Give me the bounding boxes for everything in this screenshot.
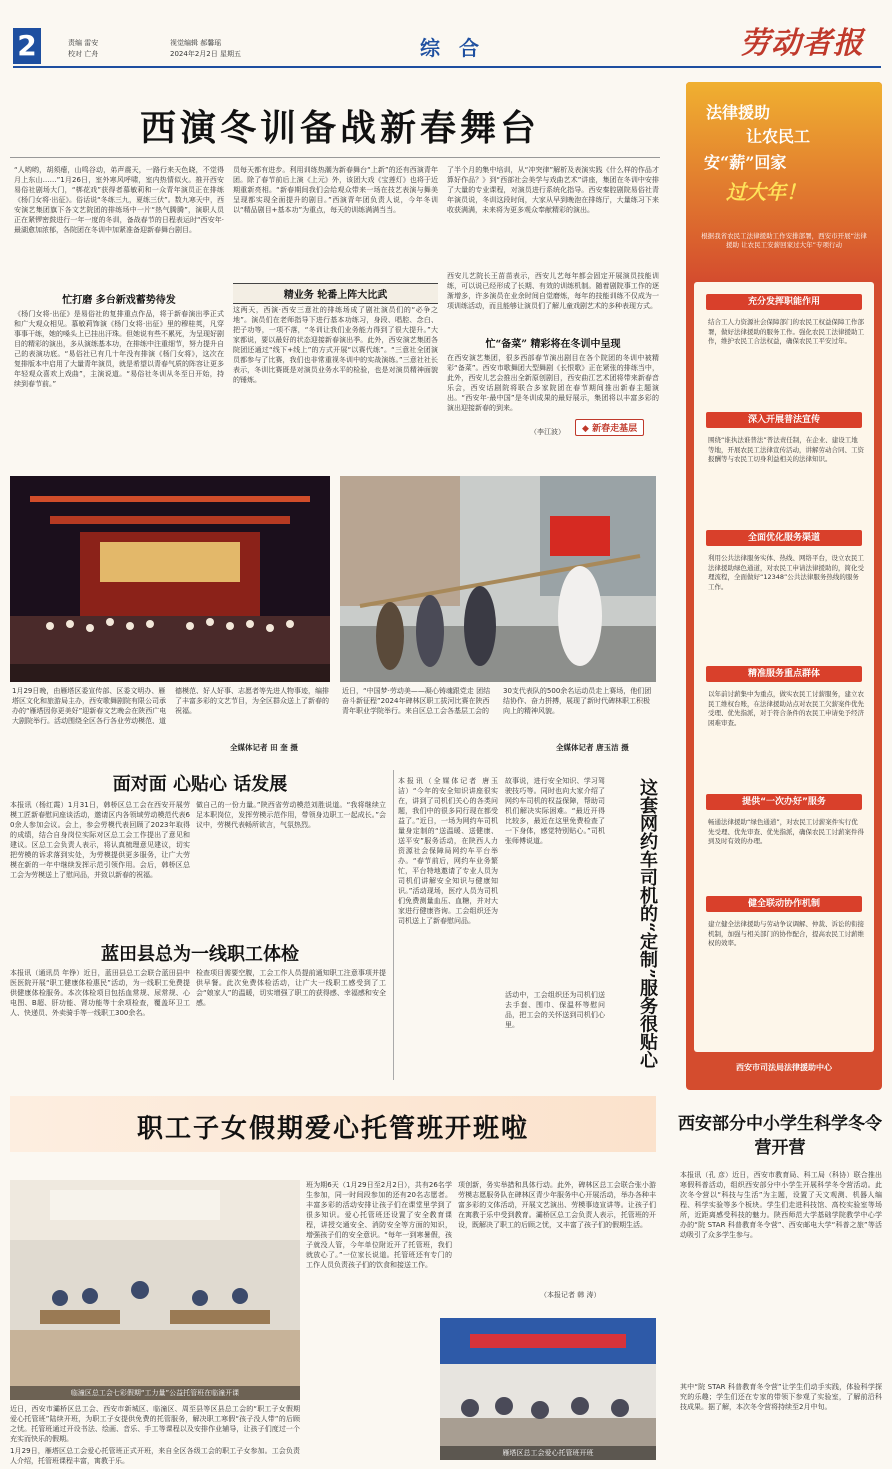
stage-illustration (10, 476, 330, 682)
sidebar-intro: 根据我省农民工法律援助工作安排部署，西安市开展“法律援助 让农民工安薪回家过大年”专项行动 (701, 232, 867, 249)
col3-text: 了半个月的集中培训，从“冲突律”解析及表演实践《什么样的作品才算好作品？》到“西部社会美学与戏曲艺术”讲座，集团在冬训中安排了大量的专业课程，对演员进行系统化指导。西安秦腔剧院易俗社青年演员说，冬训这段时间，大家从早到晚泡在排练厅，大量练习下来收获满满，未来将为更多观众奉献精彩的演出。 (447, 166, 659, 214)
banner-line1: 法律援助 (706, 103, 771, 122)
sidebar-section2-title: 深入开展普法宣传 (706, 412, 862, 428)
section-title: 综 合 (420, 36, 485, 60)
tug-of-war-illustration (340, 476, 656, 682)
article6-body: 本报讯（孔 彦）近日，西安市教育局、科工局（科协）联合推出寒假科普活动，组织西安部分中小学生开展科学冬令营活动。此次冬令营以“科技与生活”为主题，设置了天文观测、机器人编程、科学实验等多个板块。学生们走进科技馆、高校实验室等场所，近距离感受科技的魅力。陕西师范大学基础学院教学中心学办的“院 STAR 科普教育冬令营”、西安邮电大学“科普之旅”等活动吸引了众多学生参与。 (680, 1171, 882, 1239)
article5-photo1-caption: 临潼区总工会七彩假期“工力量”公益托管班在临潼开课 (10, 1386, 300, 1400)
article5-byline: （本报记者 韩 涛） (540, 1291, 601, 1299)
sidebar-section3-text: 利用公共法律服务实体、热线、网络平台，设立农民工法律援助绿色通道，对农民工申请法律援助的，简化受理流程，全面做好“12348”公共法律服务热线的服务工作。 (708, 554, 864, 591)
sidebar-section1-text: 结合工人力资源社会保障部门的农民工权益保障工作部署，做好法律援助的服务工作。强化农民工法律援助工作，维护农民工合法权益，确保农民工平安过年。 (708, 318, 864, 345)
article5-title: 职工子女假期爱心托管班开班啦 (136, 1114, 529, 1144)
banner-line2: 让农民工 (746, 127, 811, 146)
col2-text: 员每天都有进步。利用训练热潮为新春舞台“上新”的还有西演青年团。除了春节前后上演《上元》外，该团大戏《宝莲灯》也将于近期重新亮相。“新春期间我们会给观众带来一场在技艺表演与舞美呈现都实现全面提升的剧目。”西演青年团负责人说，今年冬训以“精品剧目+基本功”为重点，每天的训练满满当当。 (233, 166, 438, 214)
masthead-logo: 劳动者报 (740, 26, 864, 61)
sidebar-footer: 西安市司法局法律援助中心 (736, 1063, 832, 1072)
sidebar-section3-title: 全面优化服务渠道 (706, 530, 862, 546)
sidebar-section4-text: 以年前讨薪集中为重点，做实农民工讨薪服务，建立农民工维权台账，在法律援助站点对农民工欠薪案件优先受理、优先指派，对于符合条件的农民工申请免予经济困难审查。 (708, 690, 864, 727)
tug-photo-caption: 近日，“中国梦·劳动美——凝心铸魂跟党走 团结奋斗新征程”2024年碑林区职工拔河比赛在陕西青年职业学院举行。来自区总工会各基层工会的30支代表队的500余名运动员走上赛场，他们团结协作、奋力拼搏，展现了新时代碑林职工积极向上的精神风貌。 (342, 687, 652, 715)
col2-subhead: 精业务 轮番上阵大比武 (233, 283, 438, 304)
article4-body: 本报讯（全媒体记者 唐玉洁）“今年的安全知识讲座很实在，讲到了司机们关心的各类问题，我们中的很多同行现在都受益了。”近日，一场为网约车司机量身定制的“送温暖、送健康、送平安”服务活动，在陕西人力资源社会保障局网约车平台举办。“春节前后，网约车业务繁忙，平台特地邀请了专业人员为司机们讲解安全知识与健康知识。”活动现场，医疗人员为司机们免费测量血压、血糖，并对大家进行健康咨询。工会组织还为司机送上了新春慰问品。 (398, 777, 498, 925)
header-rule (13, 66, 881, 68)
col1-text: “人哟哟，胡须瘪，山鸣谷动，弟声震天，一路行来天色晓，不觉得月上东山……”1月26日，室外寒风呼啸，室内热情似火。推开西安易俗社剧场大门，“梆花戏”获得者慕敏莉和一众青年演员正在排练《杨门女将·出征》。俗话说“冬练三九，夏练三伏”。数九寒天中，西安演艺集团旗下各文艺院团的排练场中一片“热气腾腾”，演职人员正在紧锣密鼓进行一年一度的冬训，备战春节的日程表运时“西安年·最湖愈加浓郁，各院团在冬训中加紧准备迎新春舞台剧目。 (14, 166, 224, 234)
banner-line3: 安“薪”回家 (704, 153, 787, 172)
vision-editor: 视觉编辑 郝馨瑶 2024年2月2日 星期五 (170, 39, 241, 58)
main-article (10, 75, 670, 475)
article4-title: 这套网约车司机的“定制”服务很贴心 (637, 778, 658, 1069)
page-number: 2 (13, 28, 41, 64)
article6-title: 西安部分中小学生科学冬令营开营 (678, 1114, 882, 1158)
article6-body2: 其中“院 STAR 科普教育冬令营”让学生们动手实践，体验科学探究的乐趣；学生们还在专家的带领下参观了实验室，了解前沿科技成果。据了解，本次冬令营将持续至2月中旬。 (680, 1383, 882, 1411)
col3b-text: 西安儿艺院长王苗苗表示，西安儿艺每年都会固定开展演员技能训练，可以说已经形成了长期、有效的训练机制。随着剧院事工作的逐渐增多，许多演员在业余时间自觉磨炼，每年的技能训练不仅成为一项训练活动，而且能够让演员们了解儿童戏剧艺术的多种表现方式。 (447, 272, 659, 310)
col1-subhead: 忙打磨 多台新戏蓄势待发 (62, 295, 176, 306)
col3-subhead: 忙“备菜” 精彩将在冬训中呈现 (485, 339, 621, 350)
main-title: 西演冬训备战新春舞台 (139, 107, 540, 149)
legal-aid-sidebar (686, 82, 882, 1090)
article5-col2: 班为期6天（1月29日至2月2日），共有26名学生参加，同一时间段参加的还有20名志愿者。丰富多彩的活动安排让孩子们在课堂里学到了很多知识。爱心托管班还设置了安全教育课程，讲授交通安全、消防安全等方面的知识，增强孩子们的安全意识。“每年一到寒暑假，孩子就没人管，今年单位附近开了托管班，我们就放心了。”一位家长说道。托管班还有专门的工作人员负责孩子们的饮食和接送工作。 (306, 1181, 452, 1269)
article4-body3: 活动中，工会组织还为司机们送去手套、围巾、保温杯等慰问品，把工会的关怀送到司机们心里。 (505, 991, 605, 1029)
banner-line4: 过大年！ (726, 180, 806, 204)
article4-divider (393, 770, 394, 1080)
tug-photo-credit: 全媒体记者 唐玉洁 摄 (556, 743, 629, 752)
article5-col3: 项创新，务实举措和具体行动。此外，碑林区总工会联合张小游劳模志愿服务队在碑林区青少年服务中心开展活动，举办各种丰富多彩的文体活动，开展文艺演出、劳模事迹宣讲等。让孩子们在寓教于乐中受到教育。灞桥区总工会负责人表示，托管班的开设，既解决了职工的后顾之忧，又丰富了孩子们的假期生活。 (458, 1181, 656, 1229)
col3c-text: 在西安演艺集团，很多西部春节演出剧目在各个院团的冬训中被精彩“备菜”。西安市歌舞团大型舞剧《长恨歌》正在紧张的排练当中，此外，西安儿艺会推出全新原创剧目，西安曲江艺术团将带来新春音乐会，西安话剧院将联合多家院团在春节期间推出新春主题演出。“西安年·最中国”是冬训成果的最好展示，集团将以丰富多彩的演出迎接新春的到来。 (447, 354, 659, 412)
article2-body2: 做自己的一份力量。”陕西省劳动模范刘胜说道。“我将继续立足本职岗位，发挥劳模示范作用，带领身边职工一起成长。”会议中，劳模代表畅所欲言，气氛热烈。 (196, 801, 386, 829)
sidebar-section2-text: 围绕“谁执法谁普法”普法责任制，在企业、建设工地等地，开展农民工法律宣传活动，讲解劳动合同、工资报酬等与农民工切身利益相关的法律知识。 (708, 436, 864, 463)
article3-title: 蓝田县总为一线职工体检 (101, 944, 299, 965)
col2b-text: 这两天，西演·西安三意社的排练场成了剧社演员们的“必争之地”。演员们在老师指导下进行基本功练习，身段、唱腔、念白、把子功等，一项不落，“冬训让我们业务能力得到了很大提升。”大家都说，要以最好的状态迎接新春演出季。此外，西安演艺集团各院团还通过“线下+线上”的方式开展“以赛代练”。“三意社全团演员都参与了比赛，我们也非常重视冬训中的实战演练。”三意社社长表示，冬训比赛既是对演员业务水平的检验，也是对演员精神面貌的锤炼。 (233, 306, 438, 384)
sidebar-section5-title: 提供“一次办好”服务 (706, 794, 862, 810)
sidebar-banner (686, 82, 882, 282)
tug-of-war-photo (340, 476, 656, 682)
article5-col1: 近日，西安市灞桥区总工会、西安市新城区、临潼区、周至县等区县总工会的“职工子女假期爱心托管班”陆续开班，为职工子女提供免费的托管服务，解决职工寒假“孩子没人带”的后顾之忧。托管班通过开设书法、绘画、音乐、手工等课程以及安排作业辅导，让孩子们度过一个充实而快乐的假期。 (10, 1405, 300, 1443)
article2-title: 面对面 心贴心 话发展 (112, 774, 288, 795)
title-rule (10, 157, 660, 158)
article3-body2: 检查项目需要空腹，工会工作人员提前通知职工注意事项并提供早餐。此次免费体检活动，让广大一线职工感受到了工会“娘家人”的温暖，切实增强了职工的获得感、幸福感和安全感。 (196, 969, 386, 1007)
editor-credits: 责编 雷安 校对 亡舟 (68, 39, 99, 58)
article5-col1b: 1月29日，雁塔区总工会爱心托管班正式开班，来自全区各级工会的职工子女参加。工会负责人介绍，托管班课程丰富，寓教于乐。 (10, 1447, 300, 1465)
sidebar-section5-text: 畅通法律援助“绿色通道”，对农民工讨薪案件实行优先受理、优先审查、优先指派，确保农民工讨薪案件得到及时有效的办理。 (708, 818, 864, 845)
article5-photo2-caption: 雁塔区总工会爱心托管班开班 (440, 1446, 656, 1460)
stage-photo-caption: 1月29日晚，由雁塔区委宣传部、区委文明办、雁塔区文化和旅游局主办，西安歌舞剧院有限公司承办的“雁塔因你更美好”迎新春文艺晚会在陕西广电大剧院举行。活动围绕全区各行各业劳动模范、道德模范、好人好事、志愿者等先进人物事迹，编排了丰富多彩的文艺节目，为全区群众送上了新春的祝福。 (12, 687, 329, 725)
tag-badge: ◆ 新春走基层 (575, 419, 644, 436)
sidebar-section4-title: 精准服务重点群体 (706, 666, 862, 682)
col1b-text: 《杨门女将·出征》是易俗社的复排重点作品，将于新春演出季正式和广大观众相见。慕敏莉饰演《杨门女将·出征》里的穆桂英，凡穿事事干练，她的嗓头上已挂出汗珠。但她说有些不累死，为呈现好剧目的精彩的演出，多从演练基本功，在排练中注重细节，努力提升自己的表演功底。“易俗社已有几十年没有排演《杨门女将》，这次在复排版本中启用了大量青年演员，就是希望以青春气质的阵容让更多年轻观众喜欢上戏曲”，主演说道。“易俗社冬训从冬至日开始，持续到春节前。” (14, 310, 224, 388)
page-header (0, 0, 892, 70)
meeting-hall-illustration (440, 1318, 656, 1460)
sidebar-section6-title: 健全联动协作机制 (706, 896, 862, 912)
article4-body2: 故事说，进行安全知识、学习驾驶技巧等。同时也向大家介绍了网约车司机的权益保障，帮助司机们解决实际困难。“最近开得比较多，最近在这里免费检查了一下身体，感觉特别贴心。”司机张师傅说道。 (505, 777, 605, 845)
sidebar-section6-text: 建立健全法律援助与劳动争议调解、仲裁、诉讼的衔接机制，加强与相关部门的协作配合，提高农民工讨薪维权的效率。 (708, 920, 864, 947)
stage-photo-credit: 全媒体记者 田 奎 摄 (230, 743, 298, 752)
classroom-illustration (10, 1180, 300, 1400)
article2-body: 本报讯（杨红霞）1月31日，韩桥区总工会在西安开展劳模工匠新春慰问座谈活动，邀请区内各领域劳动模范代表60余人参加会议。会上，参会劳模代表回顾了2023年取得的成绩，结合自身岗位实际对区总工会工作提出了意见和建议。区总工会负责人表示，将认真梳理意见建议，切实把劳模的诉求落到实处，为劳模提供更多服务，让广大劳模在新的一年中继续发挥示范引领作用。会后，韩桥区总工会为劳模送上了慰问品，并致以新春的祝福。 (10, 801, 190, 879)
byline: （李江波） (530, 428, 565, 436)
article3-body: 本报讯（通讯员 年铮）近日，蓝田县总工会联合蓝田县中医医院开展“职工健康体检惠民”活动，为一线职工免费提供健康体检服务。本次体检项目包括血常规、尿常规、心电图、B超、肝功能、肾功能等十余项检查，覆盖环卫工人、快递员、外卖骑手等一线职工300余名。 (10, 969, 190, 1017)
stage-photo (10, 476, 330, 682)
sidebar-section1-title: 充分发挥职能作用 (706, 294, 862, 310)
article5-photo1 (10, 1180, 300, 1400)
article5-photo2 (440, 1318, 656, 1460)
